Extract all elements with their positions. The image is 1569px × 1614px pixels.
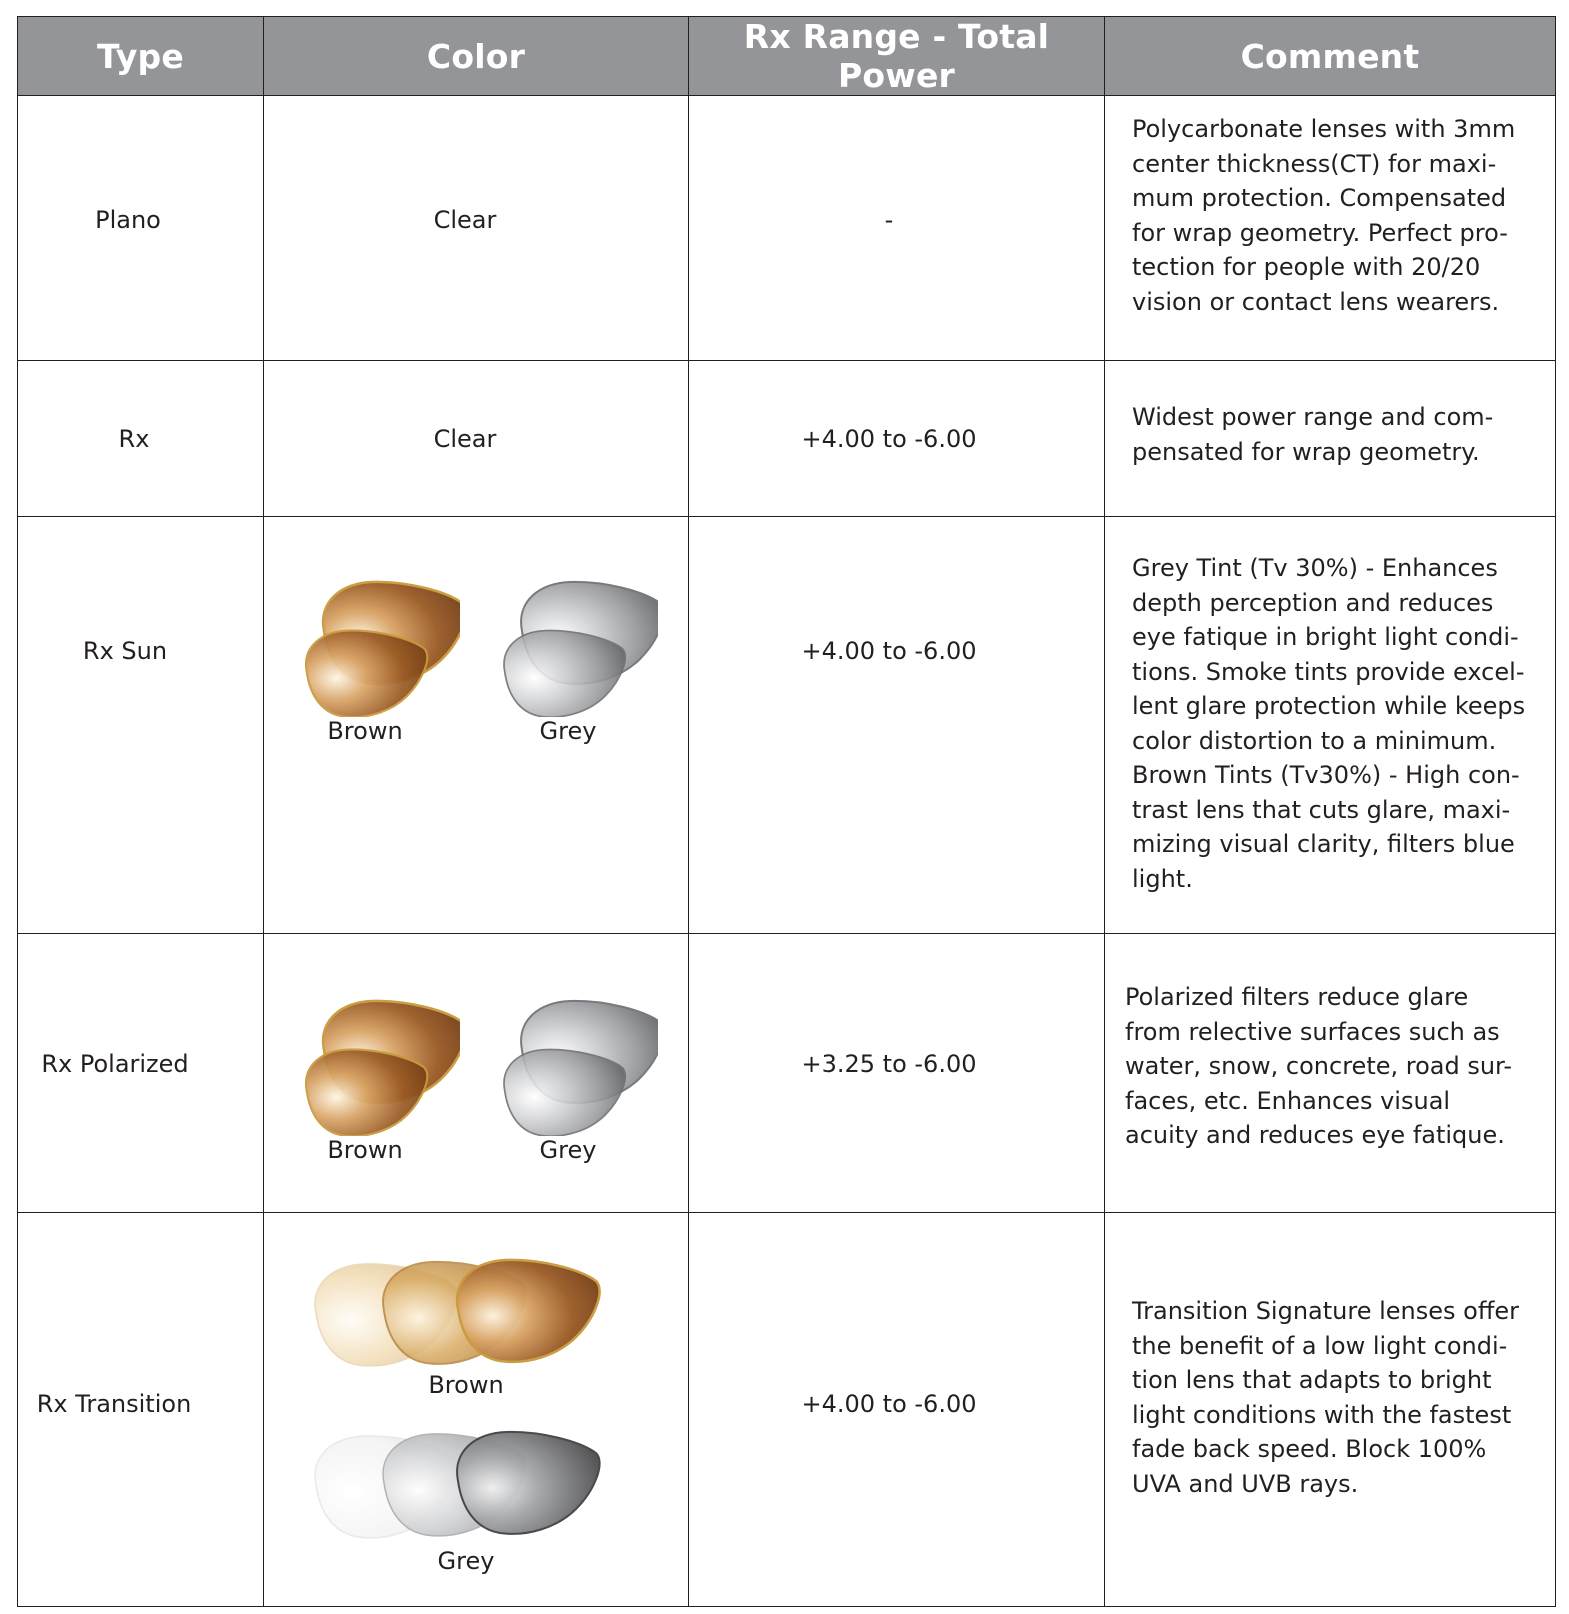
comment-line: Grey Tint (Tv 30%) - Enhances [1132, 554, 1498, 582]
type-label: Rx Sun [82, 637, 168, 665]
table-row-rx-polarized [18, 934, 1556, 1213]
comment-line: tion lens that adapts to bright [1132, 1366, 1492, 1394]
rx-range-value: +4.00 to -6.00 [801, 425, 977, 453]
type-label: Rx Polarized [41, 1050, 189, 1078]
color-option-grey: Grey [437, 1547, 495, 1575]
color-cell [264, 517, 689, 934]
comment-line: color distortion to a minimum. [1132, 726, 1497, 755]
rx-range-value: +4.00 to -6.00 [801, 1390, 977, 1418]
brown-lens-pair-icon [300, 577, 460, 717]
table-row-plano [18, 96, 1556, 361]
comment-line: mizing visual clarity, filters blue [1132, 830, 1515, 858]
comment-cell [1105, 934, 1556, 1213]
color-label: Clear [433, 425, 497, 453]
comment-line: tection for people with 20/20 [1132, 253, 1481, 281]
type-cell [18, 361, 264, 517]
comment-text [1105, 934, 1555, 1153]
comment-line: pensated for wrap geometry. [1132, 437, 1480, 466]
grey-lens-pair-icon [498, 996, 658, 1136]
comment-line: Transition Signature lenses offer [1132, 1297, 1519, 1325]
type-cell [18, 1213, 264, 1607]
color-cell [264, 934, 689, 1213]
type-cell [18, 517, 264, 934]
type-cell [18, 96, 264, 361]
comment-line: Polycarbonate lenses with 3mm [1132, 115, 1516, 143]
comment-text [1105, 361, 1555, 469]
header-color: Color [264, 17, 689, 96]
comment-line: UVA and UVB rays. [1132, 1469, 1359, 1498]
color-option-grey: Grey [539, 1136, 597, 1164]
comment-cell [1105, 361, 1556, 517]
grey-lens-pair-icon [498, 577, 658, 717]
header-row [18, 17, 1556, 96]
table-row-rx-transition [18, 1213, 1556, 1607]
comment-line: faces, etc. Enhances visual [1125, 1086, 1451, 1115]
comment-line: tions. Smoke tints provide excel- [1132, 657, 1525, 686]
rx-range-cell [689, 361, 1105, 517]
brown-transition-lens-icon [308, 1253, 608, 1378]
comment-line: mum protection. Compensated [1132, 184, 1507, 212]
color-option-grey: Grey [539, 717, 597, 745]
color-option-brown: Brown [327, 1136, 403, 1164]
rx-range-cell [689, 934, 1105, 1213]
lens-options-table [17, 16, 1556, 1607]
table-row-rx [18, 361, 1556, 517]
color-option-brown: Brown [428, 1371, 504, 1399]
color-label: Clear [433, 206, 497, 234]
comment-text [1105, 1213, 1555, 1501]
comment-line: trast lens that cuts glare, maxi- [1132, 795, 1511, 824]
type-label: Rx Transition [36, 1390, 192, 1418]
color-cell [264, 1213, 689, 1607]
type-label: Rx [118, 425, 150, 453]
rx-range-cell [689, 517, 1105, 934]
comment-line: Widest power range and com- [1132, 403, 1494, 431]
rx-range-cell [689, 96, 1105, 361]
comment-line: Brown Tints (Tv30%) - High con- [1132, 761, 1520, 789]
comment-cell [1105, 1213, 1556, 1607]
rx-range-value: +4.00 to -6.00 [801, 637, 977, 665]
comment-line: acuity and reduces eye fatique. [1125, 1121, 1505, 1149]
rx-range-value: - [884, 206, 894, 234]
brown-lens-pair-icon [300, 996, 460, 1136]
comment-text [1105, 517, 1555, 896]
comment-line: the benefit of a low light condi- [1132, 1331, 1508, 1360]
comment-line: vision or contact lens wearers. [1132, 287, 1500, 316]
comment-line: water, snow, concrete, road sur- [1125, 1052, 1513, 1080]
comment-line: center thickness(CT) for maxi- [1132, 149, 1497, 178]
comment-cell [1105, 96, 1556, 361]
comment-line: Polarized filters reduce glare [1125, 983, 1469, 1011]
type-label: Plano [95, 206, 161, 234]
header-comment: Comment [1105, 17, 1556, 96]
header-type: Type [18, 17, 264, 96]
comment-line: for wrap geometry. Perfect pro- [1132, 218, 1508, 247]
grey-transition-lens-icon [308, 1425, 608, 1550]
table-row-rx-sun [18, 517, 1556, 934]
comment-line: light. [1132, 864, 1193, 893]
comment-text [1105, 96, 1555, 319]
comment-line: eye fatique in bright light condi- [1132, 623, 1519, 651]
color-option-brown: Brown [327, 717, 403, 745]
header-rx-range: Rx Range - Total Power [689, 17, 1105, 96]
color-cell [264, 361, 689, 517]
comment-line: depth perception and reduces [1132, 588, 1494, 617]
rx-range-value: +3.25 to -6.00 [801, 1050, 977, 1078]
type-cell [18, 934, 264, 1213]
comment-line: light conditions with the fastest [1132, 1400, 1512, 1429]
comment-line: fade back speed. Block 100% [1132, 1435, 1487, 1463]
rx-range-cell [689, 1213, 1105, 1607]
comment-line: lent glare protection while keeps [1132, 692, 1526, 720]
color-cell [264, 96, 689, 361]
comment-line: from relective surfaces such as [1125, 1017, 1500, 1046]
comment-cell [1105, 517, 1556, 934]
